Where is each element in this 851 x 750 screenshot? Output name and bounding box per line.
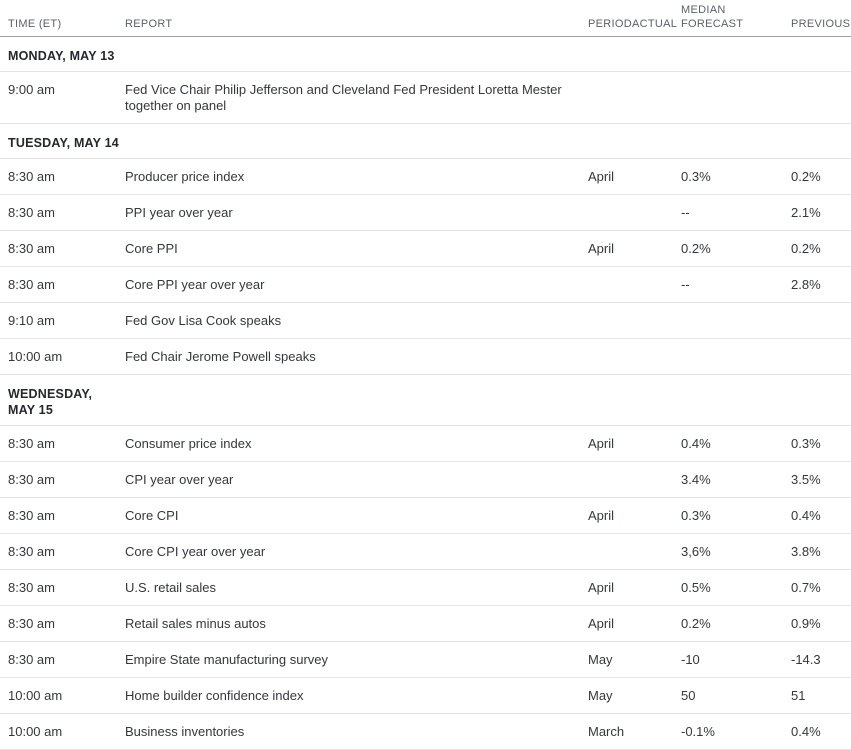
row-period: April (588, 580, 615, 595)
row-time: 8:30 am (8, 277, 55, 292)
row-period: April (588, 616, 615, 631)
row-report: Core PPI (125, 241, 178, 256)
row-actual (632, 724, 681, 740)
table-row (0, 678, 851, 714)
table-row (0, 606, 851, 642)
row-previous: 2.1% (791, 205, 821, 220)
day-section-header-wednesday (0, 375, 851, 426)
day-label: WEDNESDAY, MAY 15 (8, 387, 93, 417)
row-time: 8:30 am (8, 205, 55, 220)
row-time: 8:30 am (8, 616, 55, 631)
row-report: Consumer price index (125, 436, 252, 451)
row-time: 10:00 am (8, 349, 63, 364)
row-actual (632, 508, 681, 524)
row-period (588, 205, 632, 221)
row-actual (632, 652, 681, 668)
day-label: TUESDAY, MAY 14 (8, 136, 119, 150)
row-report: CPI year over year (125, 472, 234, 487)
row-forecast: 0.2% (681, 241, 711, 256)
row-forecast: 3,6% (681, 544, 711, 559)
row-previous: 0.9% (791, 616, 821, 631)
row-period: April (588, 508, 615, 523)
row-report: PPI year over year (125, 205, 233, 220)
row-report: Empire State manufacturing survey (125, 652, 329, 667)
table-row (0, 339, 851, 375)
row-forecast: 0.4% (681, 436, 711, 451)
row-period (588, 349, 632, 365)
row-period: April (588, 436, 615, 451)
row-previous: 51 (791, 688, 806, 703)
row-period: April (588, 169, 615, 184)
row-actual (632, 313, 681, 329)
row-report: Retail sales minus autos (125, 616, 266, 631)
row-time: 8:30 am (8, 169, 55, 184)
row-previous: 0.3% (791, 436, 821, 451)
row-time: 10:00 am (8, 724, 63, 739)
column-header-actual: ACTUAL (632, 18, 678, 30)
column-header-previous: PREVIOUS (791, 18, 851, 30)
row-report: Core CPI year over year (125, 544, 266, 559)
column-header-report: REPORT (125, 18, 173, 30)
table-header (0, 0, 851, 37)
row-period (588, 277, 632, 293)
row-actual (632, 169, 681, 185)
row-time: 8:30 am (8, 241, 55, 256)
row-time: 8:30 am (8, 508, 55, 523)
row-previous: 0.2% (791, 241, 821, 256)
column-header-median-line1: MEDIAN (681, 4, 726, 16)
row-actual (632, 277, 681, 293)
row-previous: 0.2% (791, 169, 821, 184)
row-forecast: -- (681, 205, 690, 220)
row-report: Fed Gov Lisa Cook speaks (125, 313, 282, 328)
row-forecast: 0.5% (681, 580, 711, 595)
table-row (0, 303, 851, 339)
row-report: Producer price index (125, 169, 245, 184)
row-actual (632, 349, 681, 365)
row-report: Business inventories (125, 724, 245, 739)
row-report: Core CPI (125, 508, 179, 523)
row-time: 10:00 am (8, 688, 63, 703)
row-time: 8:30 am (8, 544, 55, 559)
row-period (588, 313, 632, 329)
row-forecast: -10 (681, 652, 700, 667)
row-forecast: 0.3% (681, 508, 711, 523)
row-time: 8:30 am (8, 472, 55, 487)
row-period: May (588, 652, 613, 667)
row-time: 8:30 am (8, 652, 55, 667)
row-forecast: 0.2% (681, 616, 711, 631)
row-actual (632, 472, 681, 488)
row-time: 8:30 am (8, 580, 55, 595)
row-previous (791, 349, 851, 365)
row-actual (632, 688, 681, 704)
row-actual (632, 436, 681, 452)
row-actual (632, 82, 681, 114)
day-section-header-tuesday (0, 124, 851, 159)
row-previous: -14.3 (791, 652, 821, 667)
day-section-header-monday (0, 37, 851, 72)
row-actual (632, 616, 681, 632)
table-row (0, 642, 851, 678)
row-forecast (681, 82, 791, 114)
table-row (0, 714, 851, 750)
row-actual (632, 544, 681, 560)
row-forecast: 3.4% (681, 472, 711, 487)
table-row (0, 195, 851, 231)
row-previous: 0.4% (791, 508, 821, 523)
table-row (0, 498, 851, 534)
row-report: Fed Chair Jerome Powell speaks (125, 349, 316, 364)
table-row (0, 267, 851, 303)
row-time: 9:10 am (8, 313, 55, 328)
row-forecast: 50 (681, 688, 696, 703)
row-time: 9:00 am (8, 82, 55, 97)
row-report: Fed Vice Chair Philip Jefferson and Cleveland Fed President Loretta Mester together on panel (125, 82, 562, 113)
column-header-period: PERIOD (588, 18, 632, 30)
row-report: U.S. retail sales (125, 580, 217, 595)
row-forecast: -0.1% (681, 724, 715, 739)
row-forecast: -- (681, 277, 690, 292)
row-period (588, 472, 632, 488)
table-row (0, 231, 851, 267)
row-period: April (588, 241, 615, 256)
row-forecast (681, 313, 791, 329)
column-header-time: TIME (ET) (8, 18, 62, 30)
row-previous: 2.8% (791, 277, 821, 292)
row-period (588, 544, 632, 560)
table-row (0, 534, 851, 570)
row-actual (632, 205, 681, 221)
table-row (0, 426, 851, 462)
table-row (0, 570, 851, 606)
row-period (588, 82, 632, 114)
row-previous: 3.8% (791, 544, 821, 559)
row-previous: 3.5% (791, 472, 821, 487)
row-period: March (588, 724, 625, 739)
column-header-median-forecast (681, 3, 791, 31)
row-actual (632, 241, 681, 257)
row-previous (791, 82, 851, 114)
row-previous: 0.4% (791, 724, 821, 739)
row-actual (632, 580, 681, 596)
table-row (0, 462, 851, 498)
column-header-forecast-line2: FORECAST (681, 18, 744, 30)
row-report: Home builder confidence index (125, 688, 304, 703)
day-label: MONDAY, MAY 13 (8, 49, 115, 63)
table-row (0, 159, 851, 195)
row-previous: 0.7% (791, 580, 821, 595)
table-row (0, 72, 851, 124)
row-time: 8:30 am (8, 436, 55, 451)
row-period: May (588, 688, 613, 703)
row-previous (791, 313, 851, 329)
row-report: Core PPI year over year (125, 277, 265, 292)
row-forecast (681, 349, 791, 365)
row-forecast: 0.3% (681, 169, 711, 184)
